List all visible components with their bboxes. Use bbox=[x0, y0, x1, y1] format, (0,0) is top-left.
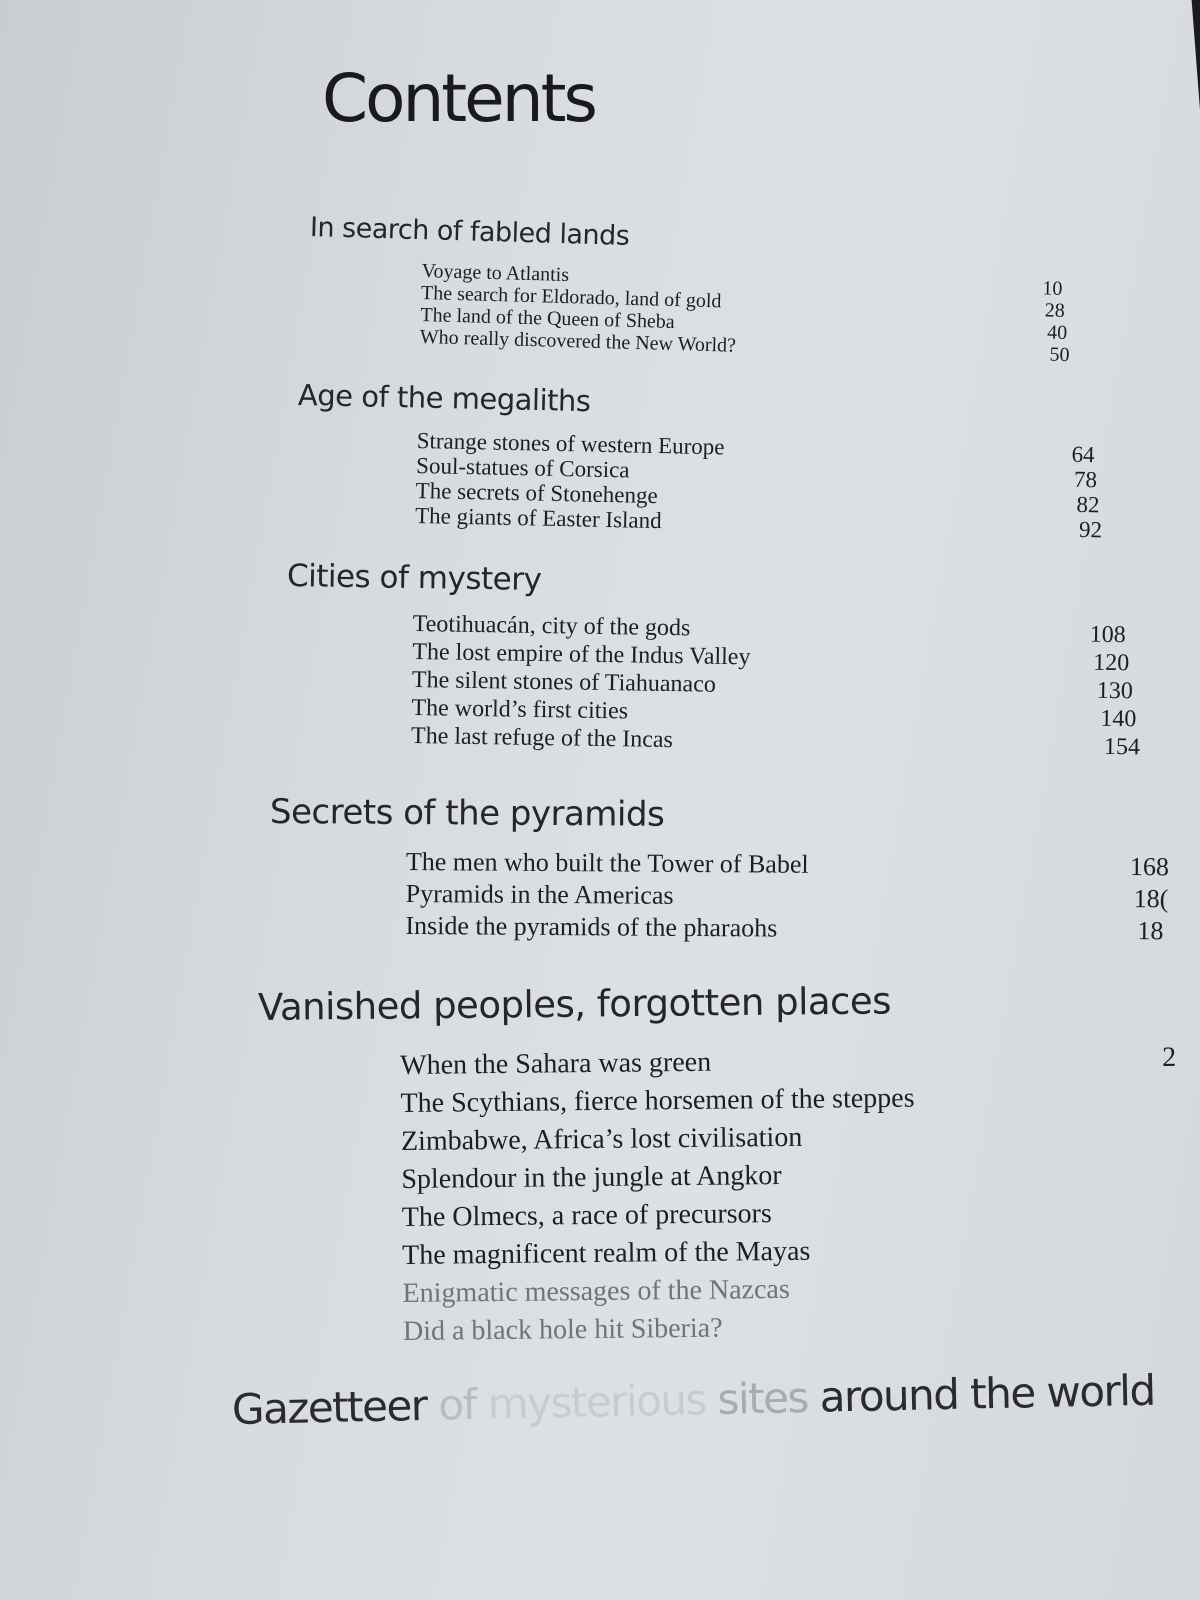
toc-entry[interactable] bbox=[402, 1270, 916, 1313]
toc-entry-page-number: 64 bbox=[1071, 441, 1095, 468]
section-entry-list bbox=[410, 610, 1141, 761]
toc-entry-page-number: 154 bbox=[1103, 733, 1141, 761]
toc-entry[interactable] bbox=[400, 1041, 1177, 1085]
gazetteer-word-2: of bbox=[437, 1379, 477, 1430]
toc-entry[interactable] bbox=[405, 846, 1169, 882]
gazetteer-word-1: Gazetteer bbox=[231, 1380, 428, 1434]
toc-entry-page-number: 168 bbox=[1129, 852, 1169, 882]
toc-entry-page-number: 2 bbox=[1161, 1041, 1177, 1074]
section-heading: Age of the megaliths bbox=[297, 378, 591, 419]
toc-entry-page-number: 82 bbox=[1076, 491, 1100, 518]
toc-entry-title: Pyramids in the Americas bbox=[405, 878, 674, 910]
toc-entry[interactable] bbox=[410, 722, 1141, 761]
section-heading: In search of fabled lands bbox=[309, 212, 630, 252]
gazetteer-heading bbox=[231, 1366, 1155, 1434]
toc-entry-title: Voyage to Atlantis bbox=[421, 260, 570, 287]
toc-entry-title: Soul-statues of Corsica bbox=[415, 452, 630, 483]
toc-entry-title: Teotihuacán, city of the gods bbox=[412, 610, 691, 642]
toc-entry-page-number: 18 bbox=[1137, 916, 1164, 946]
toc-entry-title: Zimbabwe, Africa’s lost civilisation bbox=[400, 1121, 803, 1157]
toc-entry-title: The silent stones of Tiahuanaco bbox=[411, 666, 717, 698]
toc-entry-title: The secrets of Stonehenge bbox=[415, 477, 658, 509]
toc-entry-page-number: 120 bbox=[1093, 649, 1130, 677]
toc-entry-title: Enigmatic messages of the Nazcas bbox=[402, 1273, 790, 1309]
toc-entry-title: The last refuge of the Incas bbox=[410, 722, 674, 754]
section-entry-list bbox=[400, 1041, 1177, 1351]
toc-entry-title: The Scythians, fierce horsemen of the steppes bbox=[400, 1082, 915, 1119]
toc-entry-page-number: 28 bbox=[1044, 299, 1066, 322]
section-entry-list bbox=[405, 846, 1169, 946]
page-edge-shadow bbox=[1186, 0, 1200, 110]
toc-entry-title: The land of the Queen of Sheba bbox=[420, 303, 676, 334]
toc-entry[interactable] bbox=[402, 1232, 916, 1275]
toc-entry-title: The world’s first cities bbox=[411, 694, 629, 725]
toc-entry-page-number: 78 bbox=[1073, 466, 1098, 493]
toc-entry[interactable] bbox=[403, 1308, 917, 1351]
toc-entry-title: The Olmecs, a race of precursors bbox=[401, 1198, 772, 1233]
section-entry-list bbox=[419, 260, 1070, 367]
toc-entry-page-number: 10 bbox=[1042, 277, 1063, 300]
toc-entry-title: Splendour in the jungle at Angkor bbox=[401, 1160, 782, 1195]
toc-entry-page-number: 40 bbox=[1046, 321, 1068, 345]
toc-entry[interactable] bbox=[401, 1156, 915, 1199]
toc-entry-title: The men who built the Tower of Babel bbox=[405, 847, 809, 879]
section-heading: Vanished peoples, forgotten places bbox=[257, 979, 892, 1029]
gazetteer-word-5: around the world bbox=[819, 1365, 1156, 1422]
gazetteer-word-3: mysterious bbox=[487, 1375, 707, 1429]
toc-entry-title: Did a black hole hit Siberia? bbox=[402, 1312, 723, 1347]
toc-entry-page-number: 108 bbox=[1089, 621, 1126, 649]
toc-entry-title: Strange stones of western Europe bbox=[416, 428, 725, 460]
section-heading: Cities of mystery bbox=[286, 558, 542, 598]
toc-entry-title: The search for Eldorado, land of gold bbox=[420, 281, 722, 313]
toc-entry-title: The magnificent realm of the Mayas bbox=[402, 1235, 811, 1271]
toc-entry[interactable] bbox=[401, 1118, 915, 1161]
toc-entry-title: Who really discovered the New World? bbox=[419, 325, 737, 357]
section-heading: Secrets of the pyramids bbox=[269, 792, 665, 835]
toc-entry[interactable] bbox=[400, 1080, 914, 1123]
toc-entry-page-number: 92 bbox=[1078, 516, 1103, 543]
contents-title: Contents bbox=[322, 60, 595, 137]
toc-entry-page-number: 18( bbox=[1133, 884, 1169, 914]
toc-entry[interactable] bbox=[405, 910, 1164, 946]
section-entry-list bbox=[414, 428, 1103, 543]
toc-entry-title: The giants of Easter Island bbox=[414, 502, 662, 534]
toc-entry[interactable] bbox=[405, 878, 1169, 914]
toc-entry-title: Inside the pyramids of the pharaohs bbox=[405, 910, 778, 943]
toc-entry-page-number: 50 bbox=[1049, 343, 1070, 367]
toc-entry-title: When the Sahara was green bbox=[400, 1046, 712, 1081]
toc-entry[interactable] bbox=[402, 1194, 916, 1237]
toc-entry-title: The lost empire of the Indus Valley bbox=[412, 638, 751, 671]
toc-entry-page-number: 130 bbox=[1096, 677, 1134, 705]
toc-entry-page-number: 140 bbox=[1100, 705, 1137, 733]
gazetteer-word-4: sites bbox=[717, 1372, 809, 1424]
